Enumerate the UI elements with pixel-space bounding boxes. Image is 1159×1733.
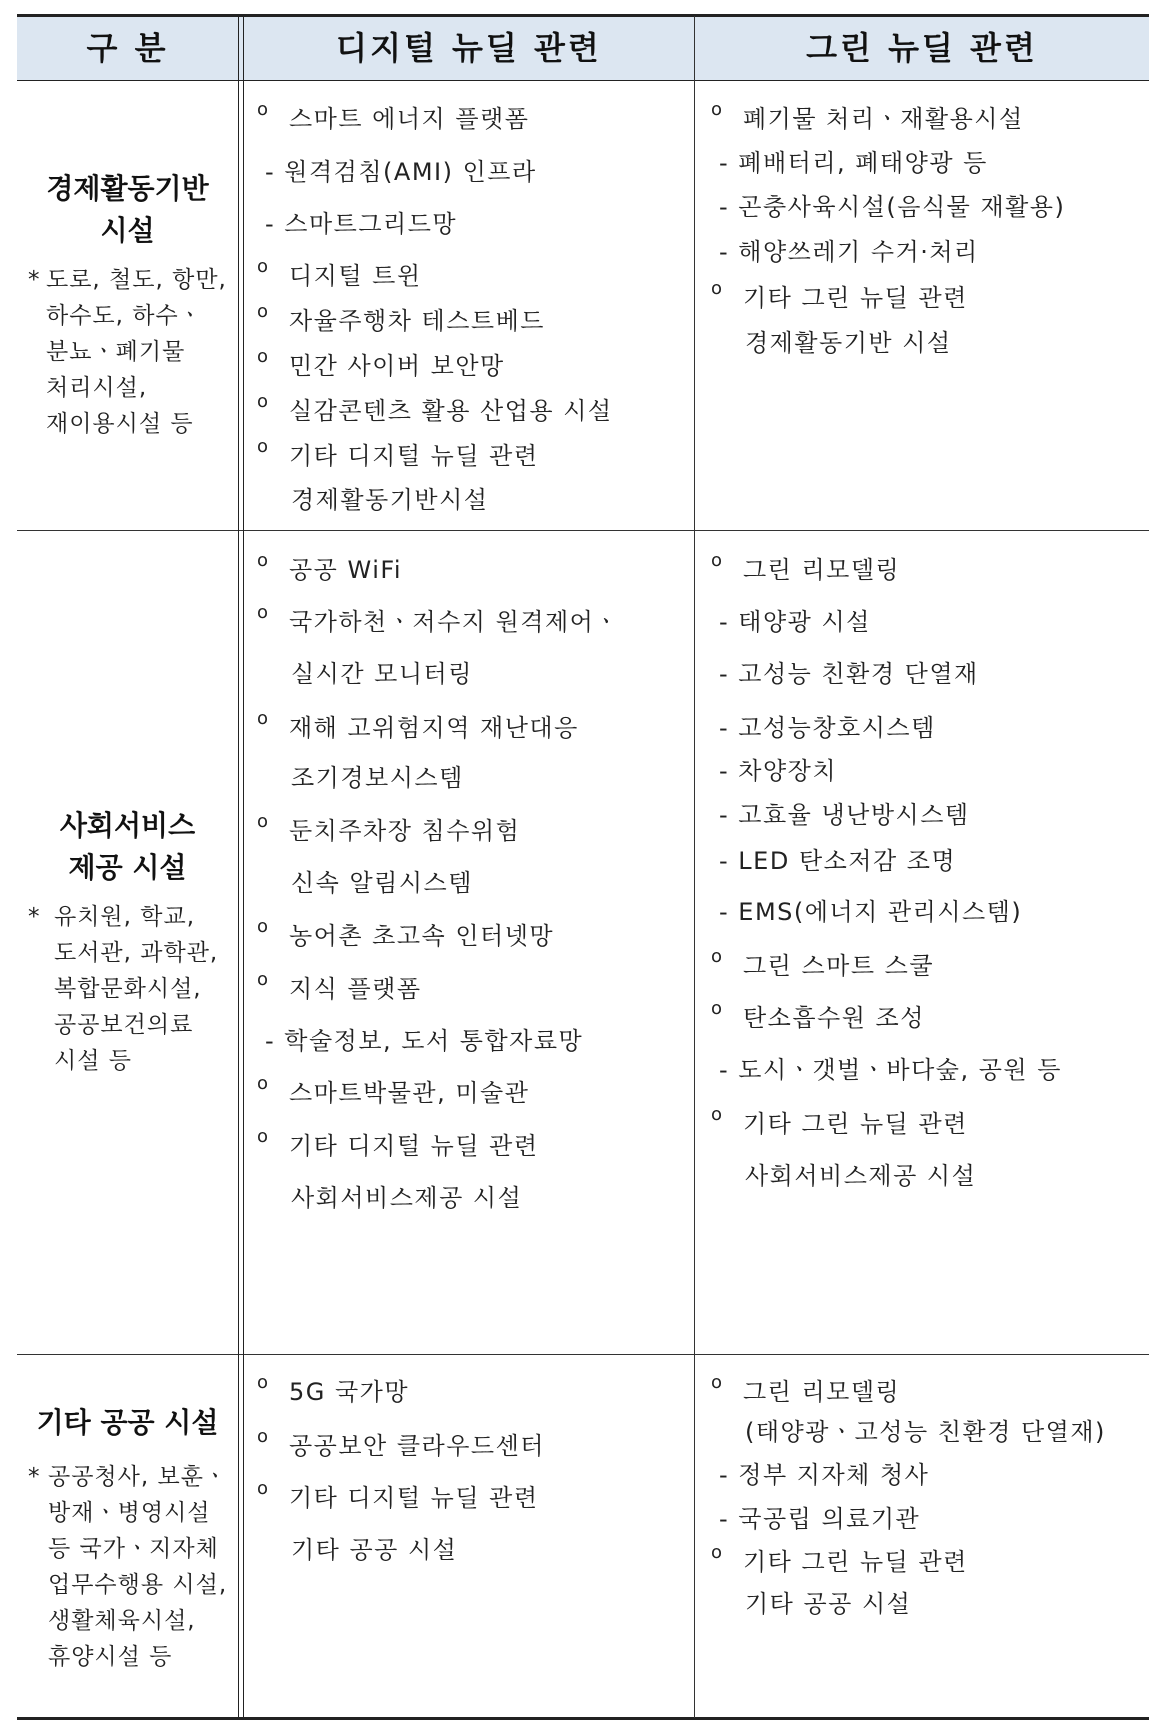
- bullet-icon: o: [711, 998, 724, 1019]
- green-item-text: 국공립 의료기관: [738, 1505, 921, 1533]
- bullet-icon: o: [257, 1126, 270, 1147]
- bullet-icon: o: [257, 1478, 270, 1499]
- digital-item-text: 실감콘텐츠 활용 산업용 시설: [289, 397, 613, 425]
- bullet-icon: o: [711, 946, 724, 967]
- bullet-icon: o: [257, 708, 270, 729]
- green-item-text: (태양광ㆍ고성능 친환경 단열재): [745, 1418, 1106, 1446]
- digital-item-text: 실시간 모니터링: [291, 660, 473, 688]
- row3-note-line: 업무수행용 시설,: [48, 1572, 228, 1598]
- row1-category: [17, 168, 238, 252]
- green-item: [719, 602, 871, 637]
- bullet-icon: o: [711, 1542, 724, 1563]
- digital-item-text: 기타 공공 시설: [291, 1536, 458, 1564]
- row2-note-line: 유치원, 학교,: [54, 904, 196, 930]
- green-item-text: 정부 지자체 청사: [738, 1461, 930, 1489]
- row2-note-line: 공공보건의료: [54, 1012, 194, 1038]
- row2-category-line2: 제공 시설: [68, 851, 187, 884]
- bullet-icon: o: [711, 1372, 724, 1393]
- dash-marker: -: [265, 1027, 285, 1055]
- bullet-icon: o: [257, 1372, 270, 1393]
- digital-item-text: 사회서비스제공 시설: [291, 1184, 523, 1212]
- bullet-icon: o: [257, 99, 270, 120]
- green-item: [719, 841, 956, 876]
- green-item: [745, 1584, 911, 1619]
- green-item-text: 해양쓰레기 수거·처리: [738, 238, 979, 266]
- row1-category-line2: 시설: [100, 214, 155, 247]
- green-item-text: 차양장치: [738, 757, 838, 785]
- digital-item-text: 스마트박물관, 미술관: [289, 1079, 530, 1107]
- green-item: [745, 1412, 1106, 1447]
- digital-item-text: 조기경보시스템: [291, 764, 464, 792]
- green-item-text: 고성능창호시스템: [738, 714, 936, 742]
- green-item-text: 그린 스마트 스쿨: [743, 952, 935, 980]
- digital-item-text: 기타 디지털 뉴딜 관련: [289, 1484, 539, 1512]
- green-item-text: 폐배터리, 폐태양광 등: [738, 149, 988, 177]
- row1-note: [28, 262, 236, 442]
- green-item: [719, 1050, 1062, 1085]
- row3-note-line: 방재ㆍ병영시설: [48, 1500, 211, 1526]
- row3-category-line1: 기타 공공 시설: [36, 1406, 219, 1439]
- bullet-icon: o: [257, 916, 270, 937]
- digital-item-text: 신속 알림시스템: [291, 869, 473, 897]
- digital-item: [291, 1530, 457, 1565]
- digital-item-text: 기타 디지털 뉴딜 관련: [289, 1132, 539, 1160]
- row2-note-line: 시설 등: [54, 1048, 132, 1074]
- green-item: [719, 708, 936, 743]
- dash-marker: -: [719, 714, 739, 742]
- row2-category: [17, 805, 238, 889]
- digital-item-text: 기타 디지털 뉴딜 관련: [289, 442, 539, 470]
- green-item: [719, 795, 970, 830]
- table-bottom-rule: [17, 1717, 1149, 1720]
- dash-marker: -: [265, 210, 285, 238]
- header-green: 그린 뉴딜 관련: [806, 29, 1038, 67]
- row2-note: [28, 899, 238, 1079]
- bullet-icon: o: [257, 436, 270, 457]
- green-item: [719, 892, 1022, 927]
- bullet-icon: o: [257, 301, 270, 322]
- digital-item: [265, 152, 537, 187]
- digital-item-text: 스마트 에너지 플랫폼: [289, 105, 530, 133]
- green-item-text: 폐기물 처리ㆍ재활용시설: [743, 105, 1024, 133]
- green-item: [719, 1455, 929, 1490]
- row2-note-line: 도서관, 과학관,: [54, 940, 219, 966]
- row1-note-line: 하수도, 하수ㆍ: [46, 303, 202, 329]
- digital-item: [291, 863, 473, 898]
- row1-note-line: 도로, 철도, 항만,: [46, 267, 227, 293]
- dash-marker: -: [719, 660, 739, 688]
- row1-bottom-rule: [17, 530, 1149, 531]
- bullet-icon: o: [711, 1104, 724, 1125]
- header-category: 구 분: [86, 29, 169, 67]
- bullet-icon: o: [257, 346, 270, 367]
- digital-item: [265, 204, 457, 239]
- bullet-icon: o: [257, 1426, 270, 1447]
- dash-marker: -: [719, 847, 739, 875]
- green-item: [719, 654, 979, 689]
- green-item: [719, 143, 988, 178]
- green-item: [719, 232, 979, 267]
- header-digital: 디지털 뉴딜 관련: [336, 29, 602, 67]
- digital-item-text: 5G 국가망: [289, 1378, 410, 1406]
- bullet-icon: o: [257, 550, 270, 571]
- dash-marker: -: [719, 193, 739, 221]
- row1-category-line1: 경제활동기반: [46, 172, 209, 205]
- row1-note-line: 재이용시설 등: [46, 411, 194, 437]
- digital-item-text: 자율주행차 테스트베드: [289, 307, 545, 335]
- green-item: [745, 323, 952, 358]
- dash-marker: -: [719, 238, 739, 266]
- category-divider-1: [238, 16, 239, 1718]
- digital-item-text: 원격검침(AMI) 인프라: [284, 158, 537, 186]
- category-divider-2: [243, 16, 244, 1718]
- green-item-text: EMS(에너지 관리시스템): [738, 898, 1023, 926]
- digital-item: [265, 1021, 583, 1056]
- digital-item-text: 학술정보, 도서 통합자료망: [284, 1027, 584, 1055]
- bullet-icon: o: [257, 602, 270, 623]
- note-asterisk: *: [28, 1464, 41, 1490]
- digital-item-text: 국가하천ㆍ저수지 원격제어ㆍ: [289, 608, 620, 636]
- row3-note-line: 휴양시설 등: [48, 1644, 173, 1670]
- green-item-text: 그린 리모델링: [743, 1378, 901, 1406]
- dash-marker: -: [719, 149, 739, 177]
- bullet-icon: o: [257, 969, 270, 990]
- green-item-text: 기타 그린 뉴딜 관련: [743, 1110, 968, 1138]
- digital-item: [291, 758, 464, 793]
- digital-item-text: 경제활동기반시설: [291, 486, 489, 514]
- row3-category: [17, 1402, 238, 1444]
- green-item-text: 기타 그린 뉴딜 관련: [743, 1548, 968, 1576]
- digital-item-text: 스마트그리드망: [284, 210, 458, 238]
- row2-bottom-rule: [17, 1354, 1149, 1355]
- dash-marker: -: [719, 801, 739, 829]
- dash-marker: -: [719, 608, 739, 636]
- digital-item-text: 재해 고위험지역 재난대응: [289, 714, 579, 742]
- green-item-text: 사회서비스제공 시설: [745, 1162, 977, 1190]
- note-asterisk: *: [28, 904, 41, 930]
- green-item: [745, 1156, 976, 1191]
- green-item: [719, 1499, 920, 1534]
- bullet-icon: o: [711, 99, 724, 120]
- green-item: [719, 187, 1065, 222]
- row3-note-line: 공공청사, 보훈ㆍ: [48, 1464, 228, 1490]
- bullet-icon: o: [711, 550, 724, 571]
- digital-item-text: 둔치주차장 침수위험: [289, 817, 521, 845]
- green-item-text: 태양광 시설: [738, 608, 871, 636]
- header-bottom-rule: [17, 80, 1149, 81]
- row3-note: [28, 1459, 238, 1675]
- dash-marker: -: [719, 1505, 739, 1533]
- column-divider: [694, 16, 695, 1718]
- dash-marker: -: [719, 898, 739, 926]
- digital-item-text: 디지털 트윈: [289, 262, 422, 290]
- digital-item: [291, 654, 473, 689]
- digital-item: [291, 1178, 522, 1213]
- bullet-icon: o: [257, 811, 270, 832]
- dash-marker: -: [719, 757, 739, 785]
- dash-marker: -: [719, 1461, 739, 1489]
- row1-note-line: 처리시설,: [46, 375, 148, 401]
- dash-marker: -: [719, 1056, 739, 1084]
- note-asterisk: *: [28, 267, 41, 293]
- dash-marker: -: [265, 158, 285, 186]
- bullet-icon: o: [711, 278, 724, 299]
- green-item-text: LED 탄소저감 조명: [738, 847, 957, 875]
- row3-note-line: 등 국가ㆍ지자체: [48, 1536, 219, 1562]
- green-item-text: 도시ㆍ갯벌ㆍ바다숲, 공원 등: [738, 1056, 1062, 1084]
- green-item-text: 곤충사육시설(음식물 재활용): [738, 193, 1066, 221]
- digital-item-text: 공공보안 클라우드센터: [289, 1432, 545, 1460]
- digital-item: [291, 480, 488, 515]
- digital-item-text: 민간 사이버 보안망: [289, 352, 505, 380]
- green-item-text: 고효율 냉난방시스템: [738, 801, 970, 829]
- green-item-text: 그린 리모델링: [743, 556, 901, 584]
- green-item-text: 기타 공공 시설: [745, 1590, 912, 1618]
- bullet-icon: o: [257, 256, 270, 277]
- green-item-text: 기타 그린 뉴딜 관련: [743, 284, 968, 312]
- digital-item-text: 농어촌 초고속 인터넷망: [289, 922, 555, 950]
- green-item: [719, 751, 837, 786]
- bullet-icon: o: [257, 1073, 270, 1094]
- row1-note-line: 분뇨ㆍ폐기물: [46, 339, 186, 365]
- row3-note-line: 생활체육시설,: [48, 1608, 196, 1634]
- green-item-text: 경제활동기반 시설: [745, 329, 952, 357]
- green-item-text: 탄소흡수원 조성: [743, 1004, 925, 1032]
- digital-item-text: 공공 WiFi: [289, 556, 403, 584]
- digital-item-text: 지식 플랫폼: [289, 975, 422, 1003]
- row2-note-line: 복합문화시설,: [54, 976, 202, 1002]
- bullet-icon: o: [257, 391, 270, 412]
- row2-category-line1: 사회서비스: [59, 809, 196, 842]
- green-item-text: 고성능 친환경 단열재: [738, 660, 979, 688]
